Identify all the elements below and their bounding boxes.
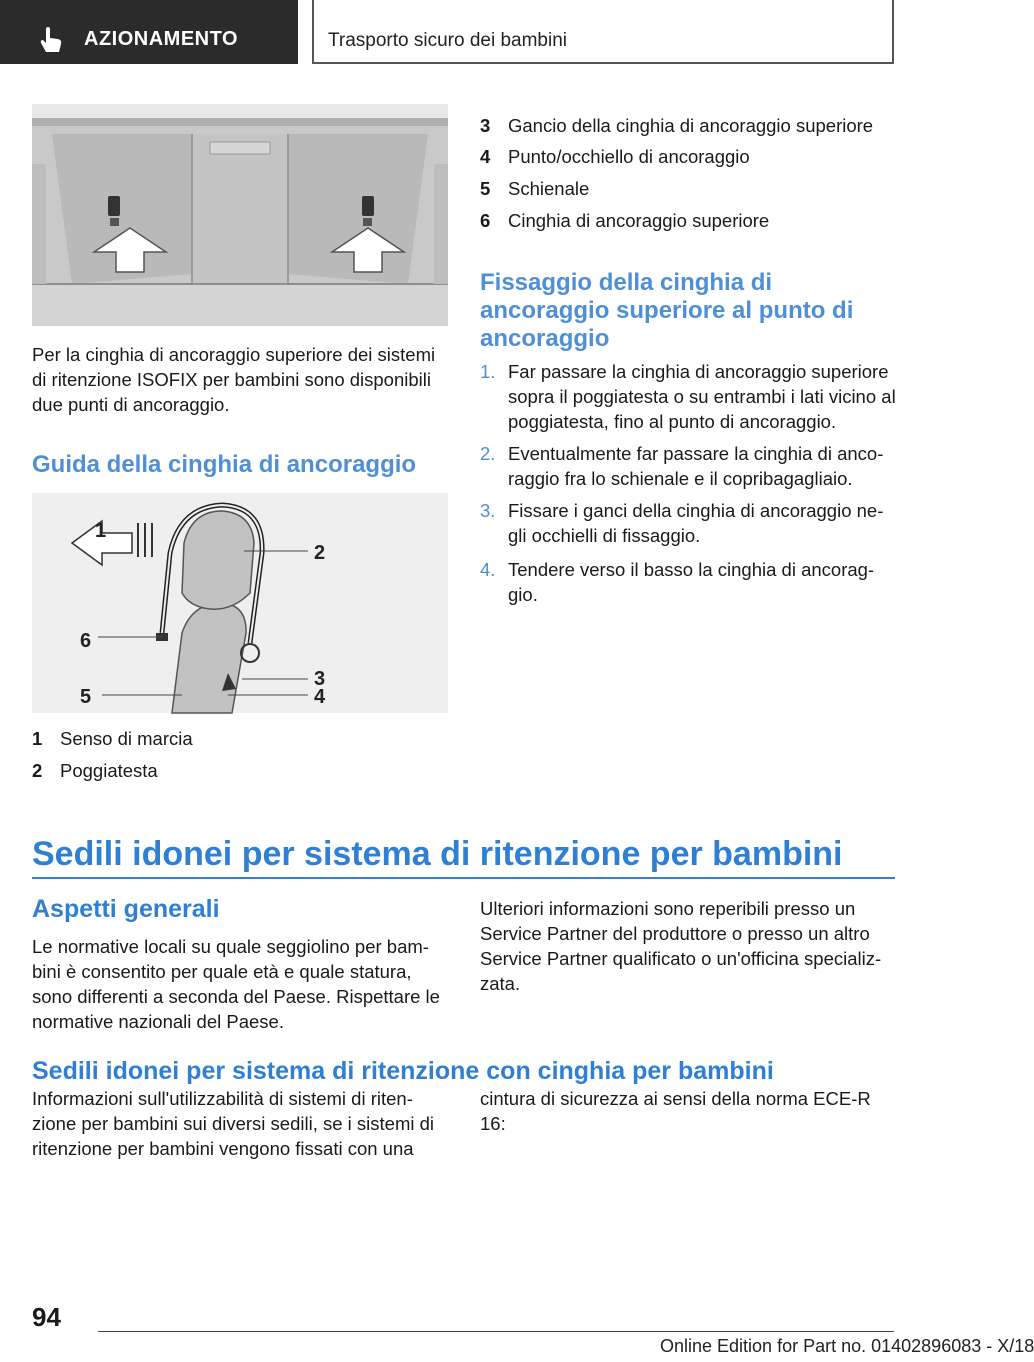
subheading-fissaggio: Fissaggio della cinghia di ancoraggio superiore al punto di ancoraggio [480, 269, 854, 352]
page-number: 94 [32, 1302, 61, 1332]
tether-guide-diagram [32, 493, 448, 713]
callout-2: 2 [314, 542, 326, 564]
chapter-header [312, 0, 894, 64]
callout-3: 3 [314, 668, 326, 690]
section-label: AZIONAMENTO [84, 28, 239, 50]
callout-6: 6 [80, 630, 92, 652]
aspetti-left-text: Le normative locali su quale seggiolino per bam‐bini è consentito per quale età e quale statura, sono differenti a seconda del Paese. Rispettare le normative nazionali del Paese. [32, 936, 440, 1032]
fig1-caption: Per la cinghia di ancoraggio superiore dei sistemi di ritenzione ISOFIX per bambini sono disponibili due punti di ancoraggio. [32, 344, 436, 415]
aspetti-right-text: Ulteriori informazioni sono reperibili presso un Service Partner del produttore o presso un altro Service Partner qualificato o un'officina specializ‐zata. [480, 898, 882, 994]
heading-rule [32, 877, 895, 879]
chapter-title: Trasporto sicuro dei bambini [328, 30, 568, 51]
callout-1: 1 [95, 520, 107, 542]
cinghia-right-text: cintura di sicurezza ai sensi della norma ECE-R 16: [480, 1088, 871, 1134]
footer-rule [98, 1331, 894, 1332]
subheading-aspetti: Aspetti generali [32, 895, 220, 923]
section-heading: Sedili idonei per sistema di ritenzione per bambini [32, 835, 843, 873]
subheading-guida: Guida della cinghia di ancoraggio [32, 451, 417, 478]
hand-pointer-icon [38, 26, 64, 54]
edition-footer: Online Edition for Part no. 01402896083 - X/18 [660, 1336, 1034, 1356]
trunk-anchor-points-figure [32, 104, 448, 326]
cinghia-left-text: Informazioni sull'utilizzabilità di sistemi di riten‐zione per bambini sui diversi sedili, se i sistemi di ritenzione per bambini vengono fissati con una [32, 1088, 435, 1159]
callout-4: 4 [314, 686, 326, 708]
section-tab [0, 0, 298, 64]
callout-5: 5 [80, 686, 92, 708]
subheading-cinghia: Sedili idonei per sistema di ritenzione con cinghia per bambini [32, 1057, 774, 1085]
